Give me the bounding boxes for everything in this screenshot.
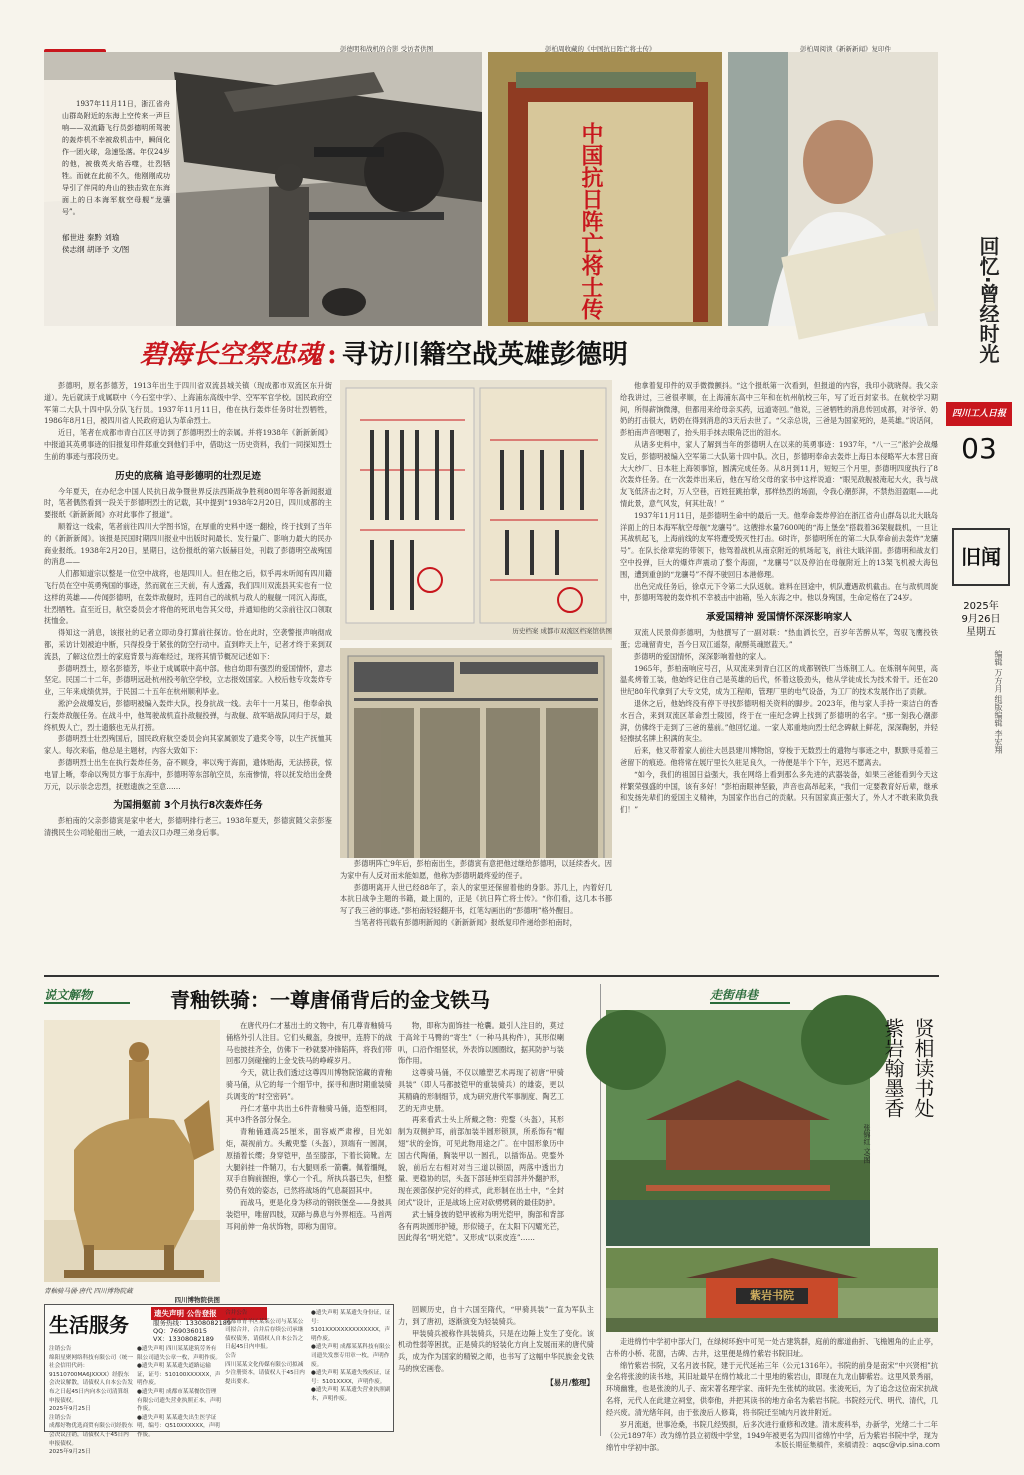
travel-column-tag (710, 984, 790, 1004)
ads-title: 生活服务 (49, 1313, 129, 1337)
main-headline (140, 334, 940, 374)
travel-photo-top (606, 1010, 870, 1246)
masthead-text: 四川工人日报 (951, 409, 1006, 419)
travel-title-1: 贤相读书处 (911, 1018, 935, 1118)
ads-hotline: 服务热线：13308082189 (153, 1319, 231, 1327)
relic-caption: 青釉骑马俑·唐代 四川博物院藏 (44, 1287, 133, 1295)
masthead (946, 402, 1012, 426)
relic-paragraph: 甲装骑兵被称作具装骑兵，只是在边陲上发生了变化。该机动性弱等困扰，正是骑兵的轻装化方向上发展而来的唐代骑兵，成为作为国家的精锐之师，也书写了这幅中华民族金戈铁马的恢宏画卷。 (398, 1328, 594, 1373)
book-title: 中国抗日阵亡将士传 (578, 122, 604, 320)
reader-photo (728, 52, 938, 326)
weekday: 星期五 (966, 627, 996, 638)
travel-title-2: 紫岩翰墨香 (881, 1018, 905, 1118)
main-paragraph: 他拿着复印件的双手微微颤抖。“这个报纸第一次看到，但报道的内容，我印小就晓得。我父亲给我讲过，三爸很孝顺，在上海浦东高中三年和在杭州航校三年，写了近百封家书。在航校学习期间，所得薪饷微薄，但都用来给母亲买药，远道寄回。”他说，三爸牺牲的消息传回成都，对爷爷、奶奶的打击很大，奶奶在得到消息的3天后去世了。“父亲总说，三爸是为国家死的，是英雄。”说话间，彭柏南声音哽咽了，抬头用手抹去眼角泛出的泪水。 (620, 381, 938, 438)
main-paragraph: 近日，笔者在成都市青白江区寻访到了彭德明烈士的亲属。并将1938年《新新新闻》中报道其英勇事迹的旧报复印件郑重交到他们手中，借助这一历史资料，我们一同探知烈士生前的事迹与那段历史。 (44, 428, 332, 461)
relic-author: 【易月/整理】 (546, 1377, 594, 1387)
archive-doc-photo (340, 380, 612, 640)
travel-photo-bottom (606, 1248, 938, 1332)
book-photo-art (488, 52, 722, 326)
page-label-box (952, 528, 1010, 586)
headline-colon: : (327, 340, 337, 370)
main-col-3 (620, 380, 938, 970)
footer: 本版长期征集稿件，来稿请投：aqsc@vip.sina.com (774, 1441, 940, 1449)
travel-paragraph: 绵竹紫岩书院，又名月波书院，建于元代延祐三年（公元1316年）。书院的前身是南宋“中兴贤相”抗金名将张浚的读书地，其旧址最早在绵竹城北二十里地的紫岩山，即现在九龙山脚紫岩。这里风景秀丽，环境幽雅，也是张浚的儿子、南宋著名理学家、南轩先生张栻的故居。张浚死后，为了追念这位南宋抗战名将，元代人在此建立祠堂，供奉他，并把其读书的地方命名为紫岩书院。书院经元代、明代、清代，几经兴废。清光绪年间，由于张浚后人修葺，将书院迁至城内月波井附近。 (606, 1360, 938, 1417)
relic-paragraph: 丹仁才墓中共出土6件青釉骑马俑，造型相同，其中3件各部分保全。 (226, 1103, 392, 1125)
relic-photo-art (44, 1020, 220, 1282)
main-paragraph: 得知这一消息，该报社的记者立即动身打算前往探访。恰在此时，空袭警报声响彻成都，采访计划被迫中断，只得投身于紧张的防空行动中。直到昨天上午，记者才终于来到双流县，了解这位烈士的家庭背景与海难经过，现将其情节概况记述如下： (44, 628, 332, 661)
relic-paragraph: 武士铺身披的铠甲被称为明光铠甲，胸部和背部各有两块圆形护镜，形似镜子，在太阳下闪耀光芒，因此得名“明光铠”。又形成“以束皮连”…… (398, 1209, 564, 1243)
book-photo (488, 52, 722, 326)
intro-box (44, 80, 176, 326)
ads-qq: QQ：769036015 (153, 1327, 207, 1335)
main-paragraph: 顺着这一线索，笔者前往四川大学图书馆，在厚重的史料中逐一翻检，终于找到了当年的《新新新闻》。该报是民国时期四川报业中出版时间最长、发行量广、影响力最大的民办商业报纸。1938年2月20日，星期日，这份报纸的第六版赫目处，刊载了彭德明空战殉国的消息—— (44, 521, 332, 567)
main-paragraph: 退休之后，他始终没有停下寻找彭德明相关资料的脚步。2023年，他与家人手持一束洁白的香水百合，来到双流区革命烈士陵园，终于在一座纪念碑上找到了彭德明的名字。“那一刻我心潮澎湃，仿佛终于走到了三爸的墓前。”他回忆道。一家人郑重地向烈士纪念碑献上鲜花，深深鞠躬，并轻轻擦拭名牌上积满的灰尘。 (620, 698, 938, 744)
relic-paragraph: 今天，就让我们透过这尊四川博物院馆藏的青釉骑马俑，从它的每一个细节中，探寻和唐时期重装骑兵调变的“时空密码”。 (226, 1068, 392, 1101)
archive-caption: 历史档案 成都市双流区档案馆供图 (512, 627, 612, 635)
relic-paragraph: 在唐代丹仁才墓出土的文物中，有几尊青釉骑马俑格外引人注目。它们头戴盔，身披甲，连胯下的战马也披挂齐全，仿佛下一秒就要冲锋陷阵，将我们带回那刀剑碰撞的上金戈铁马的峥嵘岁月。 (226, 1021, 392, 1066)
relic-paragraph: 而战马，更是化身为移动的钢铁堡垒——身披具装铠甲，唯留四肢，双蹄与鼻息与外界相连。马首两耳间前伸一角状饰物，即称为面帘。 (226, 1197, 392, 1231)
divider (44, 975, 939, 977)
intro-byline: 郁世进 秦黔 刘瑜 侯志纲 胡译予 文/图 (62, 233, 130, 254)
main-paragraph: 双流人民景仰彭德明，为他撰写了一副对联：“热血洒长空，百岁年苦醉从军，驾驭飞鹰投铁蛋；忠魂留青史，吾今日双江遥祭，献酹英魂慰蓝天。” (620, 628, 938, 649)
main-paragraph: 彭德明阵亡9年后，彭柏南出生，彭德寅有意把他过继给彭德明，以延续香火。因为家中有人反对而未能如愿，他称为彭德明最疼爱的侄子。 (340, 859, 612, 880)
main-paragraph: 人们都知道宗以整是一位空中战将，也是四川人。但在他之后，似乎再未听闻有四川籍飞行员在空中英勇殉国的事迹，然而就在三天前，有人透露，我们四川双流县其实也有一位这样的英雄——传闻彭德明，在轰炸敌舰时，连同自己的战机与敌人的舰舰一同沉入海底，壮烈牺牲。直至近日，航空委员会才将他的死讯电告其父母，并通知他的父亲前往汉口领取抚恤金。 (44, 569, 332, 626)
main-col-2 (340, 858, 612, 970)
reader-photo-art (728, 52, 938, 326)
ads-notice: 遗失声明 公告登报 (151, 1307, 267, 1320)
main-paragraph: 彭德明烈士出生在执行轰炸任务，奋不顾身，率以殉于海面，遗体贻海，无法捞获，惊电冒上晰，奉命以殉员方事于东海中，彭德明等东部航空员，东南惨情，将以抚发给出金费万元，以示崇念忠烈，抚慰遗族之至意…… (44, 757, 332, 791)
relic-title: 青釉铁骑：一尊唐俑背后的金戈铁马 (170, 988, 490, 1012)
relic-paragraph: 回顾历史，自十六国至隋代，“甲骑具装”一直为军队主力，到了唐初，逐渐演变为轻装骑兵。 (398, 1305, 594, 1326)
page-label: 旧闻 (961, 545, 1001, 569)
main-paragraph: 淞沪会战爆发后，彭德明被编入轰炸大队，投身抗战一线。去年十一月某日，他奉命执行轰炸敌舰任务。在战斗中，他驾驶战机直扑敌舰投弹，与敌舰、敌军暗战队同归于尽，最终机毁人亡，烈士遗骸也无从打捞。 (44, 698, 332, 732)
main-paragraph: 彭德明，原名彭德芳，1913年出生于四川省双流县城关镇（现成都市双流区东升街道）。先后就读于成属联中（今石室中学）、上海浦东高级中学、空军军官学校。国民政府空军第二大队十四中队分队飞行员。1937年11月11日，他在执行轰炸任务时壮烈牺牲，1986年8月1日，被四川省人民政府追认为革命烈士。 (44, 381, 332, 426)
book-caption: 彭柏周收藏的《中国抗日阵亡将士传》 (545, 45, 656, 53)
travel-paragraph: 走进绵竹中学初中部大门，在绿树环抱中可见一处古建筑群，庭前的廊道曲折、飞檐翘角的止止亭，古朴的小桥、花窗，古碑、古井，这里便是绵竹紫岩书院旧址。 (606, 1337, 938, 1358)
travel-tag-text: 走街串巷 (710, 988, 759, 1002)
theme-text: 回忆·曾经时光 (976, 236, 1000, 364)
main-paragraph: 彭德明的爱国情怀，深深影响着他的家人。 (634, 651, 771, 661)
main-paragraph: 出色完成任务后，徐卓元下令第二大队返航。谁料在回途中，机队遭遇敌机截击。在与敌机周旋中，彭德明驾驶的轰炸机不幸被击中油箱，坠入东海之中。他以身殉国，生命定格在了24岁。 (620, 581, 938, 603)
ads-column: ●遗失声明 四川某某建筑劳务有限公司遗失公章一枚，声明作废。 ●遗失声明 某某遗失道路运输证，证号：510100XXXXXX，声明作废。 ●遗失声明 成都市某某餐饮管理有限公司遗失营业执照正本，声明作废。 ●遗失声明 某某遗失出生医学证明，编号：Q510XXXXXX，声明作废。 (137, 1346, 221, 1438)
travel-title (878, 1018, 938, 1248)
subheading: 承爱国精神 爱国情怀深深影响家人 (706, 612, 852, 624)
relic-credit: 四川博物院供图 (174, 1296, 220, 1304)
travel-paragraph: 岁月流逝，世事沧桑，书院几经毁损，后多次进行重修和改建。清末废科举，办新学，光绪二十二年（公元1897年）改为绵竹县立初级中学堂，1949年被更名为四川省绵竹中学，后为紫岩书院中学，现为绵竹中学初中部。 (606, 1419, 938, 1453)
page-theme (960, 205, 1000, 395)
gate-sign: 紫岩书院 (736, 1288, 808, 1304)
reader-caption: 彭柏周阅读《新新新闻》复印件 (800, 45, 891, 53)
relic-paragraph: 物，即称为面饰挂一枪囊。最引人注目的，莫过于高耸于马臀的“寄生”（一种马具构件），其形似喇叭，口沿作细竖状，外表饰以圆圈纹，据其防护与装饰作用。 (398, 1021, 564, 1066)
main-paragraph: 彭柏南的父亲彭德寅是家中老大，彭德明排行老三。1938年夏天，彭德寅随父亲彭鉴清携民生公司轮船出三峡，一道去汉口办理三弟身后事。 (44, 816, 332, 838)
ads-column: 注销公告 绵阳星聚网络科技有限公司（统一社会信用代码：91510700MA6JXXXX）经股东会决议解散，请债权人自本公告发布之日起45日内向本公司清算组申报债权。 2025年9月25日 注销公告 成都好物优选商贸有限公司经股东会决议注销，请债权人于45日内申报债权。 2025年9月25日 (49, 1346, 133, 1456)
main-col-1 (44, 380, 332, 970)
pilot-caption: 彭德明和战机的合影 受访者供图 (340, 45, 434, 53)
main-paragraph: 从诸多史料中，家人了解到当年的彭德明人在以来的英勇事迹：1937年，“八一三”淞沪会战爆发后，彭德明被编入空军第二大队第十四中队。次日，彭德明奉命去轰炸上海日本侵略军大本营日商大大纱厂、日本驻上海领事馆，圆满完成任务。从8月到11月，短短三个月里，彭德明四度执行了8次轰炸任务。在一次轰炸出来后，他在写给父母的家书中这样说道：“眼见敌舰被淹起大火，我与战友飞低济击之时，万人空巷，百姓狂跳拍掌，那样热烈的场面，令我心潮彭湃，不禁热泪盈眶——此情此景，意气风发，何其壮哉！” (620, 439, 938, 508)
subheading: 为国捐躯前 3个月执行8次轰炸任务 (113, 800, 263, 812)
relic-column-tag (44, 984, 130, 1004)
intro-text: 1937年11月11日，浙江省舟山群岛附近的东海上空传来一声巨响——双流籍飞行员彭德明所驾驶的轰炸机不幸被敌机击中，瞬间化作一团火球，急速坠落。年仅24岁的他，被俄英火焰吞噬，壮烈牺牲。而就在此前不久，他刚刚成功导引了伴同的舟山的独击致在东海面上的日本海军航空母舰“龙骧号”。 (62, 100, 170, 216)
relic-tag-text: 说文解物 (44, 988, 93, 1002)
page-number: 03 (961, 432, 997, 465)
main-paragraph: 1937年11月11日，是彭德明生命中的最后一天。他奉命轰炸停泊在浙江省舟山群岛以北大戢岛洋面上的日本海军航空母舰“龙骧号”。这艘排水量7600吨的“海上堡垒”搭载着36架舰载机，一旦让其战机起飞，上海前线的友军将遭受毁灭性打击。6时许，彭德明所在的第二大队奉命前去轰炸“龙骧号”。在队长徐章宪的带领下，他驾着战机从南京附近的机场起飞，前往大戢洋面。彭德明和战友们空中投弹，巨大的爆炸声震动了整个海面，“龙骧号”以及停泊在母舰附近上的13架飞机被大海包围，遭到重创的“龙骧号”不得不驶回日本港修理。 (620, 510, 938, 579)
date-year: 2025年 (963, 601, 999, 612)
relic-photo (44, 1020, 220, 1304)
travel-photo-top-art (606, 1010, 870, 1246)
main-paragraph: 彭德明离开人世已经88年了，亲人的家里还保留着他的身影。苏几上，内着好几本抗日战争主题的书籍，最上面的，正是《抗日阵亡将士传》。“你们看，这几本书都写了我三爸的事迹。”彭柏南轻轻翻开书，红笔勾画出的“彭德明”格外醒目。 (340, 882, 612, 916)
subheading: 历史的底稿 追寻彭德明的壮烈足迹 (115, 470, 261, 482)
archive-doc-art (340, 380, 612, 640)
ads-column: 合并公告 成都市青羊区某某公司与某某公司拟合并，合并后存续公司承继债权债务，请债权人自本公告之日起45日内申报。 公告 四川某某文化传媒有限公司拟减少注册资本，请债权人于45日内提出要求。 (225, 1310, 305, 1385)
ads-column: ●遗失声明 某某遗失身份证，证号：5101XXXXXXXXXXXXXX，声明作废。 ●遗失声明 成都某某科技有限公司遗失发票专用章一枚，声明作废。 ●遗失声明 某某遗失残疾证，证号：5101XXXX，声明作废。 ●遗失声明 某某遗失营业执照副本，声明作废。 (311, 1310, 391, 1402)
ads-box (44, 1304, 394, 1456)
relic-paragraph: 这尊骑马俑，不仅以雕塑艺术再现了初唐“甲骑具装”（即人马都披铠甲的重装骑兵）的雄姿，更以其精确的形制细节，成为研究唐代军事制度、陶艺工艺的无声史册。 (398, 1068, 564, 1113)
main-paragraph: “如今，我们的祖国日益强大，我在网络上看到那么多先进的武器装备，如果三爸能看到今天这样繁荣强盛的中国，该有多好！”彭柏南眼神坚毅，声音也高昂起来，“我们一定要教育好后辈，继承和发扬先辈们的爱国主义精神，为国家作出自己的贡献。只有国家真正强大了，外人才不敢来欺负我们！” (620, 769, 938, 815)
issue-date (950, 600, 1012, 639)
main-paragraph: 1965年，彭柏南响应号召，从双流来到青白江区的成都钢铁厂当炼钢工人。在炼钢车间里，高温炙烤着工装，他始终记住自己是英雄的后代，怀着这股劲头，他从学徒成长为技术骨干。还在20世纪80年代拿到了大专文凭，成为工程师，管理厂里的电气设备，为工厂的技术发展作出了贡献。 (620, 663, 938, 697)
main-paragraph: 彭德明烈士壮烈殉国后，国民政府航空委员会向其家属颁发了遗奖令等，以生产抚恤其家人。每次来临，他总是主题材，内容大致如下： (44, 734, 332, 756)
main-paragraph: 今年夏天，在办纪念中国人民抗日战争暨世界反法西斯战争胜利80周年等各新闻报道时，笔者偶然看到一段关于彭德明烈士的记载，其中提到“1938年2月20日，四川成都的主要报纸《新新新闻》亦对此事作了报道”。 (44, 486, 332, 520)
relic-paragraph: 再来看武士头上所戴之物：兜鍪（头盔），其形制为双侧护耳，前部加装半圆形锁顶，所系饰有“帽翅”状的金饰，可见此物用途之广。在中国形象历中国古代陶俑，胸装甲以一圆孔，以插饰品。兜鍪外貌，前后左右相对对当三道以锁固，两落中透出力量、更稳协的层，头盔下部延伸至肩部并外翻护形，现在颈部保护完好的样式，此形制在出土中，“全封闭式”设计，正是战场上应对砍劈劈刺的最佳防护。 (398, 1115, 564, 1207)
editors: 编辑 万方月 组版编辑 李宏翔 (994, 650, 1003, 754)
main-paragraph: 彭德明烈士，原名彭德芳，毕业于成属联中高中部。他自幼即有强烈的爱国情怀，意志坚定。民国二十二年，彭德明远赴杭州投考航空学校，立志报效国家。入校后他专攻轰炸专业，三年来成绩优异，于民国二十五年在杭州顺利毕业。 (44, 663, 332, 697)
date-day: 9月26日 (961, 614, 1001, 625)
ads-vx: VX：13308082189 (153, 1335, 214, 1343)
headline-left: 碧海长空祭忠魂 (140, 340, 323, 370)
relic-paragraph: 青釉俑通高25厘米，面容威严肃穆，目光如炬，凝视前方。头戴兜鍪（头盔），顶端有一圆洞，原插着长缨；身穿铠甲，虽至膝部，下着长筒靴。左大腿斜挂一件鞘刀，右大腿则系一箭囊。佩着缰绳，双手自胸前握抱，掌心一个孔，所执兵器已失，但整势仍有效的姿态，已然将战场的气息凝固其中。 (226, 1127, 392, 1196)
relic-cont (398, 1304, 594, 1434)
main-paragraph: 后来，他又带着家人前往大邑县建川博物馆，穿梭于无数烈士的遗物与事迹之中，默默寻觅着三爸留下的痕迹。他将常在展厅里长久驻足良久，一待便是半个下午，迟迟不愿离去。 (620, 746, 938, 767)
main-paragraph: 当笔者将刊载有彭德明新闻的《新新新闻》报纸复印件递给彭柏南时， (354, 917, 577, 927)
headline-right: 寻访川籍空战英雄彭德明 (341, 340, 628, 370)
travel-byline: 张锦红 文/图 (863, 1124, 871, 1164)
